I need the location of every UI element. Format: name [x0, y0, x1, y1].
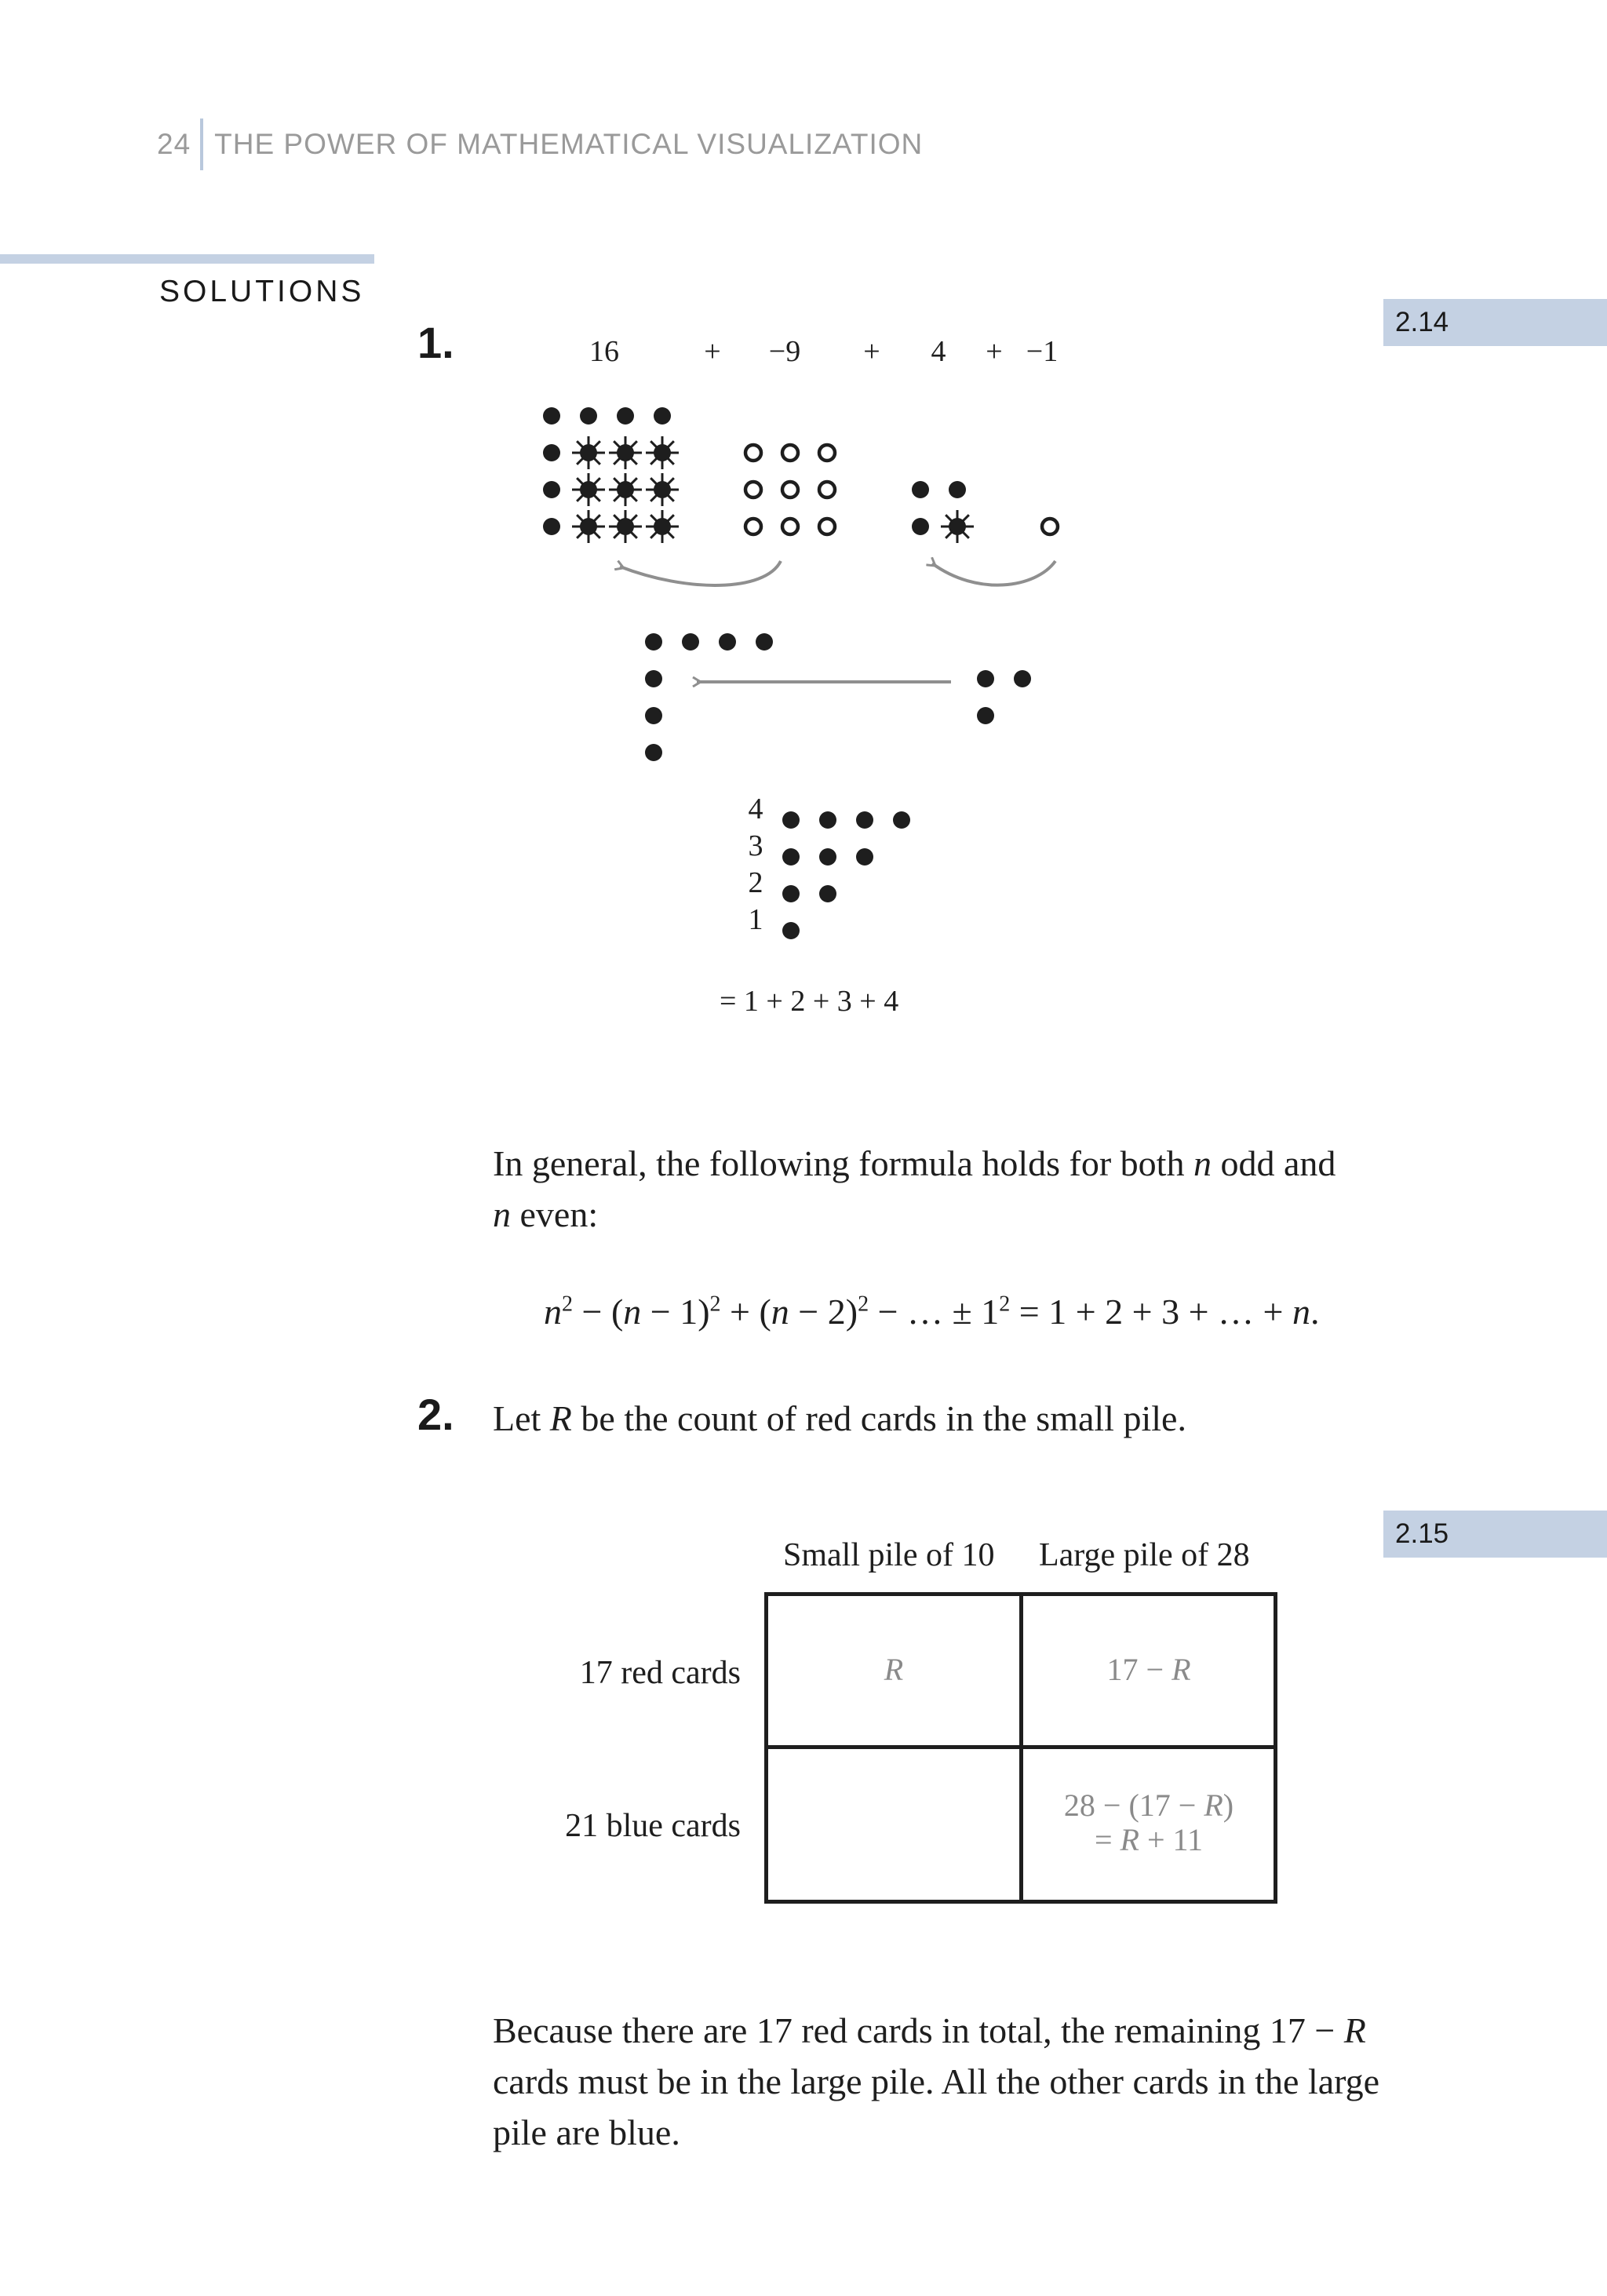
star-dot — [609, 473, 642, 506]
hollow-dot — [782, 445, 798, 461]
row-label: 1 — [748, 903, 763, 936]
row-label: 3 — [748, 829, 763, 862]
sum-formula: $n^2 - (n - 1)^2 + (n - 2)^2$ − … ± $1^2 = 1 + 2 + 3$ + … + n. — [544, 1292, 1320, 1332]
problem-2-intro: Let R be the count of red cards in the small pile. — [493, 1398, 1186, 1438]
curved-arrow-left — [620, 561, 781, 585]
dot — [782, 885, 800, 902]
section-label: SOLUTIONS — [159, 275, 365, 308]
grid-minus-9 — [745, 445, 835, 534]
dot — [756, 633, 773, 651]
table-horizontal-rule — [768, 1745, 1274, 1749]
row-label: 4 — [748, 793, 763, 825]
dot — [1014, 670, 1031, 687]
dot-diagram — [471, 330, 1099, 1036]
plus-sign: + — [986, 335, 1003, 368]
dot — [580, 407, 597, 425]
plus-sign: + — [704, 335, 721, 368]
book-title: THE POWER OF MATHEMATICAL VISUALIZATION — [214, 128, 924, 160]
hollow-dot — [819, 482, 835, 497]
dot — [912, 518, 929, 535]
card-table — [764, 1592, 1277, 1904]
dot — [543, 407, 560, 425]
dot — [645, 633, 662, 651]
reference-tag-2-15: 2.15 — [1383, 1511, 1607, 1558]
dot — [856, 811, 873, 829]
hollow-dot — [745, 445, 761, 461]
hollow-dot — [745, 519, 761, 534]
dot — [645, 744, 662, 761]
header-divider — [200, 118, 203, 170]
hollow-dot — [819, 519, 835, 534]
cell-small-red: R — [884, 1652, 904, 1687]
page-number: 24 — [157, 128, 191, 160]
star-dot — [572, 473, 605, 506]
plus-sign: + — [863, 335, 880, 368]
term-16: 16 — [589, 335, 619, 368]
dot — [782, 848, 800, 866]
dot — [543, 444, 560, 461]
term-minus-1: −1 — [1026, 335, 1059, 368]
dot — [977, 670, 994, 687]
dot — [782, 922, 800, 939]
row-header-blue: 21 blue cards — [565, 1808, 741, 1844]
term-minus-9: −9 — [768, 335, 801, 368]
star-dot — [646, 510, 679, 543]
dot — [654, 407, 671, 425]
conclusion-paragraph: Because there are 17 red cards in total, the remaining 17 − R cards must be in the large pile. All the other cards in the large pile are blue. — [493, 2010, 1380, 2152]
star-dot — [572, 436, 605, 469]
row-label: 2 — [748, 866, 763, 899]
dot — [543, 518, 560, 535]
dot — [719, 633, 736, 651]
gnomon-7 — [645, 633, 773, 761]
hollow-dot — [819, 445, 835, 461]
column-header-small-pile: Small pile of 10 — [783, 1537, 995, 1573]
sum-expression: = 1 + 2 + 3 + 4 — [720, 985, 899, 1018]
cancelled-dots — [572, 436, 679, 543]
dot — [949, 481, 966, 498]
dot — [645, 707, 662, 724]
dot — [682, 633, 699, 651]
dot — [856, 848, 873, 866]
dot — [617, 407, 634, 425]
dot — [819, 885, 836, 902]
cell-large-blue: 28 − (17 − R) = R + 11 — [1063, 1788, 1234, 1857]
problem-1-number: 1. — [417, 318, 454, 367]
staircase — [782, 811, 910, 939]
row-header-red: 17 red cards — [579, 1655, 741, 1691]
cancelled-dot — [941, 510, 974, 543]
star-dot — [646, 473, 679, 506]
curved-arrow-right — [932, 561, 1055, 585]
dot — [893, 811, 910, 829]
hollow-dot — [782, 482, 798, 497]
gnomon-3 — [977, 670, 1031, 724]
star-dot — [941, 510, 974, 543]
hollow-dot-minus-1 — [1042, 519, 1058, 534]
hollow-dot — [782, 519, 798, 534]
star-dot — [609, 436, 642, 469]
star-dot — [572, 510, 605, 543]
hollow-dot — [745, 482, 761, 497]
dot — [819, 811, 836, 829]
dot — [819, 848, 836, 866]
dot — [977, 707, 994, 724]
dot — [543, 481, 560, 498]
dot — [912, 481, 929, 498]
star-dot — [609, 510, 642, 543]
running-header — [157, 124, 923, 165]
reference-tag-2-14: 2.14 — [1383, 299, 1607, 346]
cell-large-red: 17 − R — [1106, 1652, 1191, 1687]
general-formula-paragraph: In general, the following formula holds for both n odd and n even: — [493, 1143, 1336, 1234]
section-accent-bar — [0, 254, 374, 264]
column-header-large-pile: Large pile of 28 — [1039, 1537, 1250, 1573]
dot — [782, 811, 800, 829]
star-dot — [646, 436, 679, 469]
term-4: 4 — [931, 335, 946, 368]
problem-2-number: 2. — [417, 1390, 454, 1439]
dot — [645, 670, 662, 687]
